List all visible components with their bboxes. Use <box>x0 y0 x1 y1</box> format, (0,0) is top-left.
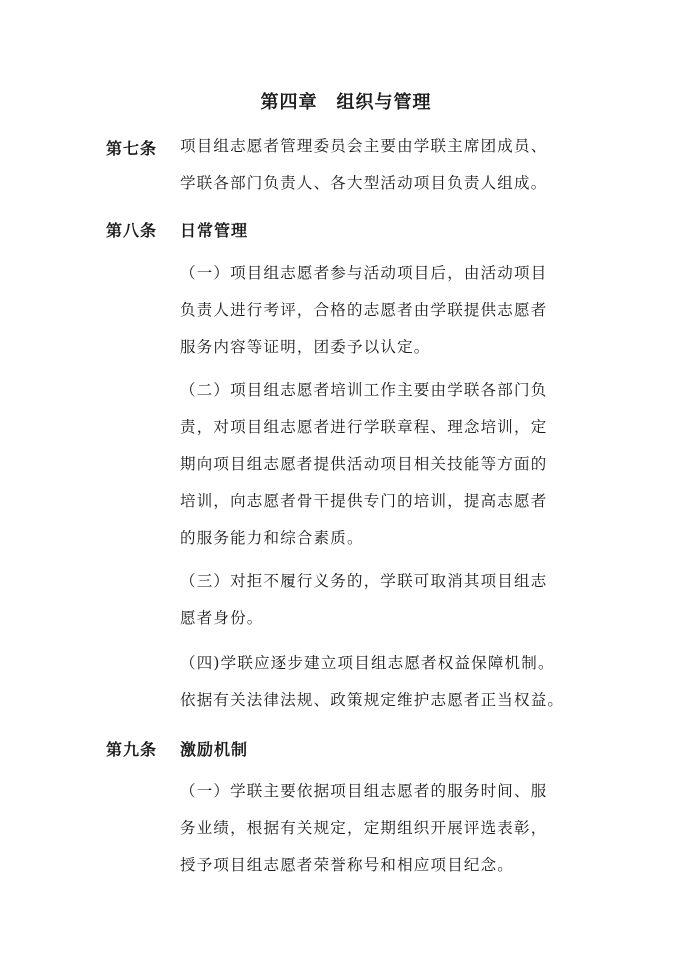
text-line: 负责人进行考评，合格的志愿者由学联提供志愿者 <box>180 301 548 319</box>
text-line: 责，对项目组志愿者进行学联章程、理念培训，定 <box>180 418 548 436</box>
text-line: 服务内容等证明，团委予以认定。 <box>180 338 431 356</box>
text-line: 学联各部门负责人、各大型活动项目负责人组成。 <box>180 174 548 192</box>
article-8-heading: 日常管理 <box>180 221 249 240</box>
text-line: 愿者身份。 <box>180 609 264 627</box>
article-8-paragraph-3 <box>180 563 590 637</box>
text-line: （三）对拒不履行义务的，学联可取消其项目组志 <box>180 572 548 590</box>
text-line: （一）项目组志愿者参与活动项目后，由活动项目 <box>180 264 548 282</box>
text-line: （四)学联应逐步建立项目组志愿者权益保障机制。 <box>180 654 555 672</box>
article-8-paragraph-4 <box>180 645 590 719</box>
text-line: （一）学联主要依据项目组志愿者的服务时间、服 <box>180 782 548 800</box>
text-line: 培训，向志愿者骨干提供专门的培训，提高志愿者 <box>180 492 548 510</box>
article-8-label: 第八条 <box>106 221 158 240</box>
chapter-title: 第四章 组织与管理 <box>260 92 432 113</box>
text-line: 授予项目组志愿者荣誉称号和相应项目纪念。 <box>180 856 515 874</box>
article-8-paragraph-2 <box>180 372 590 557</box>
text-line: 依据有关法律法规、政策规定维护志愿者正当权益。 <box>180 691 565 709</box>
article-9-heading: 激励机制 <box>180 740 249 759</box>
text-line: 期向项目组志愿者提供活动项目相关技能等方面的 <box>180 455 548 473</box>
text-line: 项目组志愿者管理委员会主要由学联主席团成员、 <box>180 137 548 155</box>
text-line: （二）项目组志愿者培训工作主要由学联各部门负 <box>180 381 548 399</box>
article-9-paragraph-1 <box>180 773 590 884</box>
article-8-paragraph-1 <box>180 255 590 366</box>
article-7-label: 第七条 <box>106 139 158 158</box>
article-9-label: 第九条 <box>106 740 158 759</box>
article-7-body <box>180 128 590 202</box>
text-line: 的服务能力和综合素质。 <box>180 529 364 547</box>
text-line: 务业绩，根据有关规定，定期组织开展评选表彰， <box>180 819 548 837</box>
